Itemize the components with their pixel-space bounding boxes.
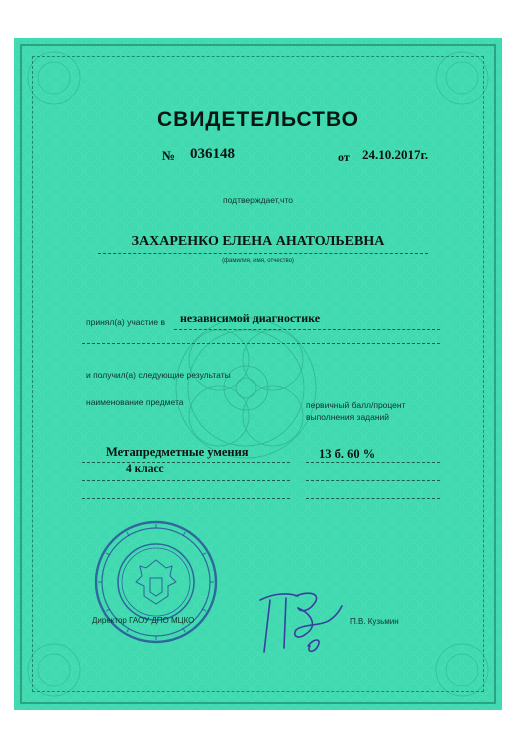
- grade-underline: [82, 480, 290, 481]
- certificate-title: СВИДЕТЕЛЬСТВО: [157, 108, 359, 131]
- certificate-date: 24.10.2017г.: [362, 147, 429, 162]
- number-label: №: [162, 148, 176, 163]
- director-signature: [252, 586, 352, 660]
- event-underline-2: [82, 343, 440, 344]
- participation-label: принял(а) участие в: [86, 317, 165, 327]
- grade-label: 4 класс: [126, 463, 164, 475]
- score-header-line1: первичный балл/процент: [306, 400, 406, 410]
- date-label: от: [338, 150, 350, 164]
- score-value: 13 б. 60 %: [319, 447, 376, 461]
- subject-underline: [82, 462, 290, 463]
- name-caption: (фамилия, имя, отчество): [222, 258, 294, 264]
- event-name: независимой диагностике: [180, 311, 321, 325]
- results-label: и получил(а) следующие результаты: [86, 370, 231, 380]
- name-underline: [98, 253, 428, 254]
- subject-name: Метапредметные умения: [106, 445, 249, 459]
- blank-line-left: [82, 498, 290, 499]
- official-seal: [94, 520, 218, 644]
- director-label: Директор ГАОУ ДПО МЦКО: [92, 616, 195, 625]
- recipient-name: ЗАХАРЕНКО ЕЛЕНА АНАТОЛЬЕВНА: [131, 234, 385, 249]
- blank-line-right: [306, 498, 440, 499]
- event-underline: [174, 329, 440, 330]
- confirms-text: подтверждает,что: [223, 195, 293, 205]
- director-name: П.В. Кузьмин: [350, 617, 399, 626]
- score-underline: [306, 462, 440, 463]
- score-underline-2: [306, 480, 440, 481]
- subject-header: наименование предмета: [86, 397, 184, 407]
- certificate-number: 036148: [190, 146, 235, 162]
- certificate-sheet: [14, 38, 502, 710]
- score-header-line2: выполнения заданий: [306, 412, 390, 422]
